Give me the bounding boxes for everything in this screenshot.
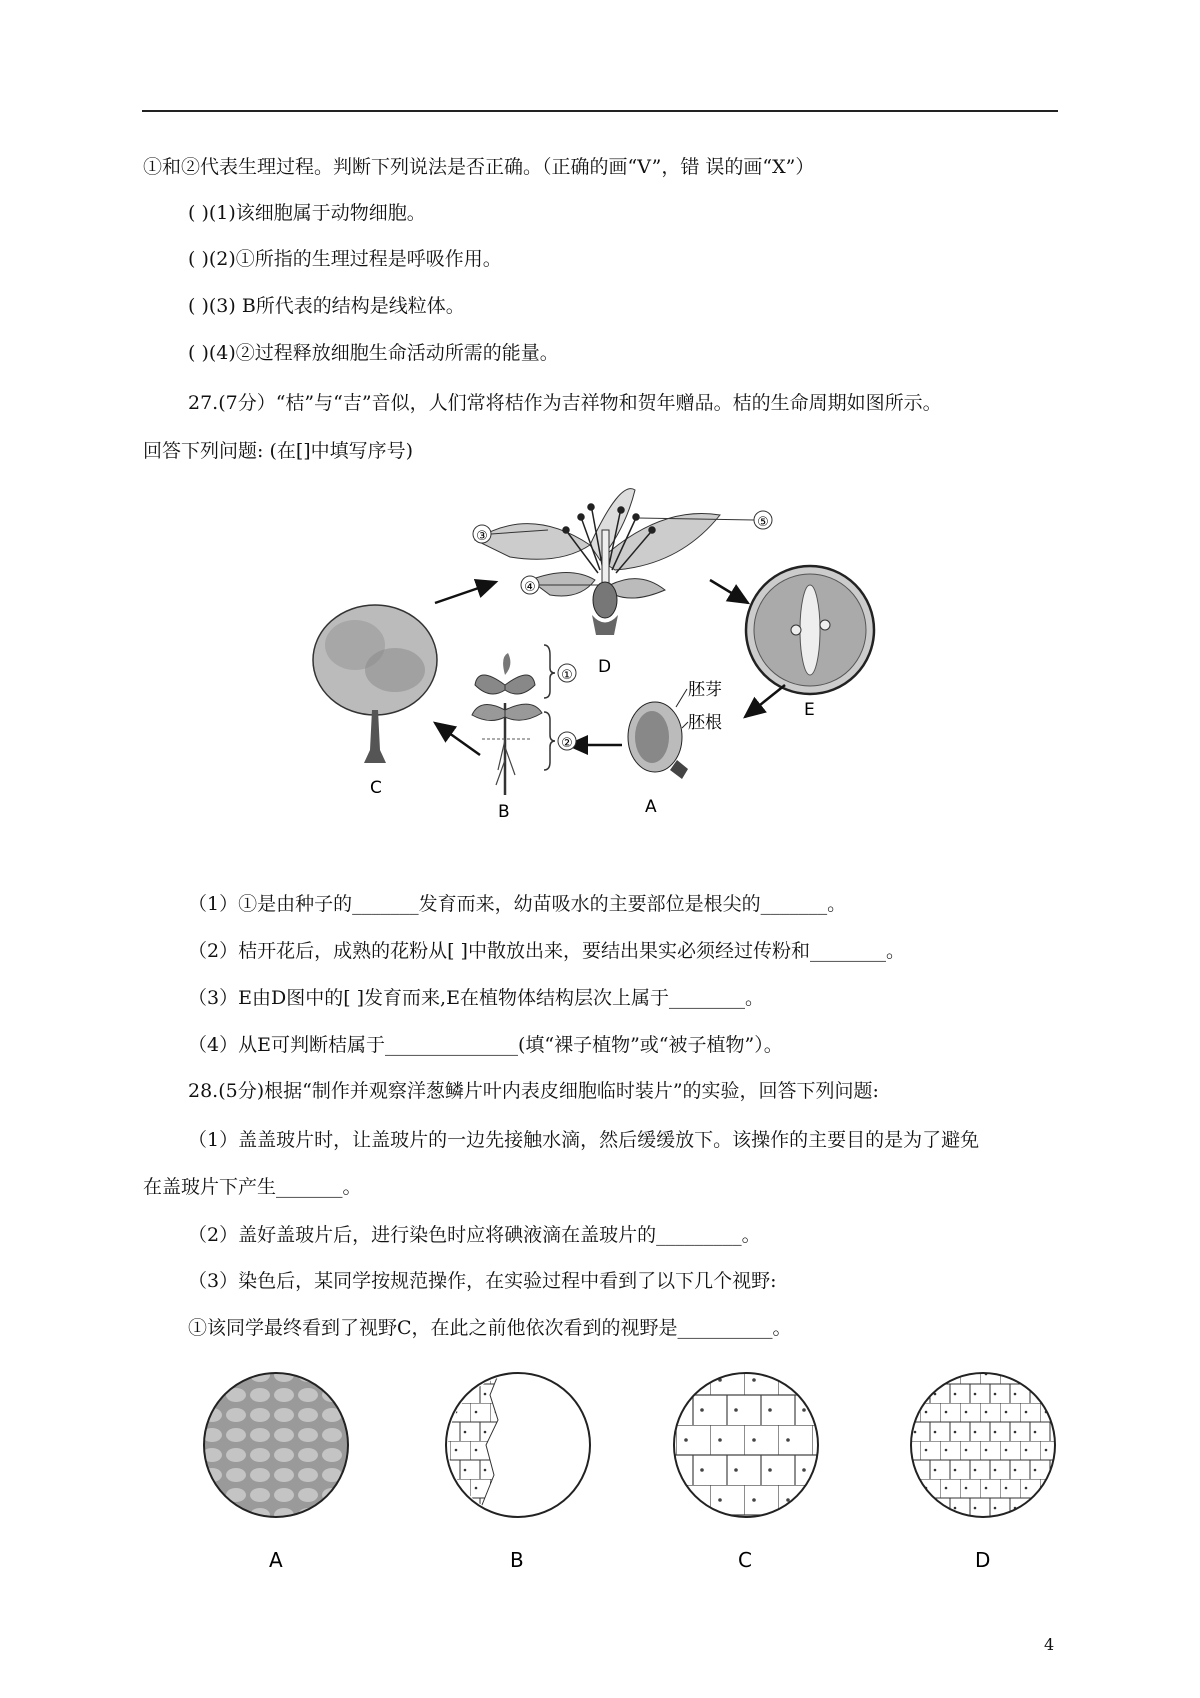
flower-illustration (475, 489, 720, 635)
seed-illustration (628, 702, 688, 779)
view-a-circle (204, 1373, 348, 1517)
view-a-label: A (269, 1548, 283, 1572)
q27-item-2: （2）桔开花后，成熟的花粉从[ ]中散放出来，要结出果实必须经过传粉和________。 (188, 940, 905, 962)
q26-item-3: ( )(3) B所代表的结构是线粒体。 (188, 295, 465, 317)
q26-intro: ①和②代表生理过程。判断下列说法是否正确。（正确的画“V”，错 误的画“X”） (143, 156, 815, 178)
label-c: C (370, 778, 382, 798)
label-embryo-bud: 胚芽 (688, 680, 722, 700)
label-a: A (645, 797, 657, 817)
view-d-circle (911, 1373, 1055, 1517)
q27-item-1: （1）①是由种子的_______发育而来，幼苗吸水的主要部位是根尖的_______。 (188, 893, 847, 915)
page-number: 4 (1044, 1635, 1055, 1654)
view-b-label: B (510, 1548, 524, 1572)
q27-item-3: （3）E由D图中的[ ]发育而来,E在植物体结构层次上属于________。 (188, 987, 764, 1009)
q28-item-2: （2）盖好盖玻片后，进行染色时应将碘液滴在盖玻片的_________。 (188, 1224, 761, 1246)
q28-item-3: （3）染色后，某同学按规范操作，在实验过程中看到了以下几个视野: (188, 1270, 777, 1292)
q26-item-2: ( )(2)①所指的生理过程是呼吸作用。 (188, 248, 502, 270)
label-1: ① (561, 668, 573, 683)
q26-item-1: ( )(1)该细胞属于动物细胞。 (188, 202, 426, 224)
q28-stem: 28.(5分)根据“制作并观察洋葱鳞片叶内表皮细胞临时装片”的实验，回答下列问题: (188, 1080, 879, 1102)
q28-item-1a: （1）盖盖玻片时，让盖玻片的一边先接触水滴，然后缓缓放下。该操作的主要目的是为了避免 (188, 1129, 980, 1151)
q27-item-4: （4）从E可判断桔属于______________(填“裸子植物”或“被子植物”）。 (188, 1034, 783, 1056)
label-3: ③ (476, 529, 488, 544)
q28-item-1b: 在盖玻片下产生_______。 (143, 1176, 362, 1198)
q27-stem-line1: 27.(7分）“桔”与“吉”音似，人们常将桔作为吉祥物和贺年赠品。桔的生命周期如图所示。 (188, 392, 942, 414)
label-b: B (498, 802, 510, 822)
view-c-label: C (738, 1548, 752, 1572)
seedling-illustration (472, 653, 542, 795)
orange-fruit-cross-section (746, 566, 874, 694)
orange-tree-illustration (313, 605, 437, 763)
label-4: ④ (524, 580, 536, 595)
header-rule (142, 110, 1058, 112)
life-cycle-figure (300, 485, 880, 825)
label-e: E (804, 700, 815, 720)
view-b-circle (440, 1365, 590, 1535)
microscope-views-figure (200, 1365, 1160, 1585)
label-embryo-root: 胚根 (688, 713, 722, 733)
q28-item-3a: ①该同学最终看到了视野C，在此之前他依次看到的视野是__________。 (188, 1317, 792, 1339)
q26-item-4: ( )(4)②过程释放细胞生命活动所需的能量。 (188, 342, 559, 364)
label-2: ② (561, 736, 573, 751)
view-d-label: D (975, 1548, 991, 1572)
label-d: D (598, 657, 612, 677)
q27-stem-line2: 回答下列问题: (在[]中填写序号) (143, 440, 414, 462)
view-c-circle (674, 1373, 818, 1517)
label-5: ⑤ (757, 515, 769, 530)
